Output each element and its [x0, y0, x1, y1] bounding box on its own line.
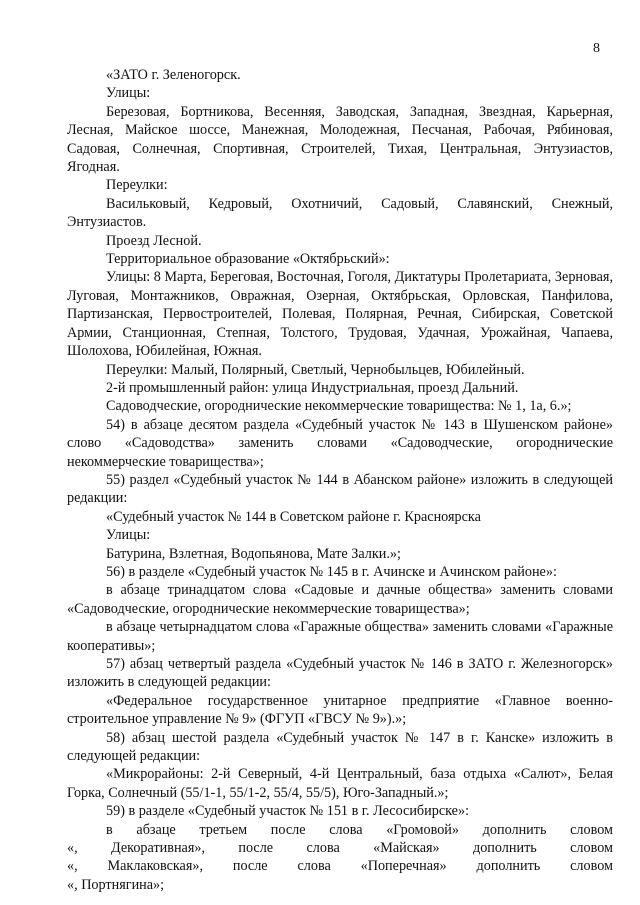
paragraph: 57) абзац четвертый раздела «Судебный участок № 146 в ЗАТО г. Железногорск» изложить в следующей редакции:	[67, 656, 613, 691]
paragraph: 56) в разделе «Судебный участок № 145 в г. Ачинске и Ачинском районе»:	[106, 563, 557, 580]
paragraph: Переулки: Малый, Полярный, Светлый, Чернобыльцев, Юбилейный.	[106, 361, 525, 378]
paragraph: Садоводческие, огороднические некоммерческие товарищества: № 1, 1а, 6.»;	[106, 398, 572, 415]
paragraph-line: «, Маклаковская», после слова «Поперечная» дополнить словом	[67, 858, 613, 875]
paragraph: Проезд Лесной.	[106, 232, 202, 249]
paragraph-line: в абзаце третьем после слова «Громовой» дополнить словом	[106, 821, 613, 838]
page-number: 8	[593, 41, 600, 56]
paragraph: 55) раздел «Судебный участок № 144 в Абанском районе» изложить в следующей редакции:	[67, 471, 613, 507]
paragraph: Улицы:	[106, 527, 151, 544]
paragraph: «Судебный участок № 144 в Советском районе г. Красноярска	[106, 508, 481, 525]
paragraph: «Микрорайоны: 2-й Северный, 4-й Центральный, база отдыха «Салют», Белая Горка, Солнечный (55/1-1, 55/1-2, 55/4, 55/5), Юго-Западный.»;	[67, 766, 613, 801]
paragraph: Березовая, Бортникова, Весенняя, Заводская, Западная, Звездная, Карьерная, Лесная, Майское шоссе, Манежная, Молодежная, Песчаная, Рабочая, Рябиновая, Садовая, Солнечная, Спортивная, Строителей, Тихая, Центральная, Энтузиастов, Ягодная.	[67, 103, 613, 176]
paragraph: Территориальное образование «Октябрьский»:	[106, 251, 390, 268]
paragraph: 2-й промышленный район: улица Индустриальная, проезд Дальний.	[106, 379, 519, 396]
paragraph: Васильковый, Кедровый, Охотничий, Садовый, Славянский, Снежный, Энтузиастов.	[67, 195, 613, 231]
document-body	[67, 66, 613, 894]
paragraph: Переулки:	[106, 177, 168, 194]
paragraph: 59) в разделе «Судебный участок № 151 в г. Лесосибирске»:	[106, 803, 470, 820]
paragraph: в абзаце тринадцатом слова «Садовые и дачные общества» заменить словами «Садоводческие, огороднические некоммерческие товарищества»;	[67, 582, 613, 617]
paragraph: Батурина, Взлетная, Водопьянова, Мате Залки.»;	[106, 545, 401, 562]
paragraph: «Федеральное государственное унитарное предприятие «Главное военно-строительное управление № 9» (ФГУП «ГВСУ № 9»).»;	[67, 692, 613, 728]
paragraph: в абзаце четырнадцатом слова «Гаражные общества» заменить словами «Гаражные кооперативы»;	[67, 619, 613, 654]
paragraph: 54) в абзаце десятом раздела «Судебный участок № 143 в Шушенском районе» слово «Садоводства» заменить словами «Садоводческие, огороднические некоммерческие товарищества»;	[67, 416, 613, 470]
paragraph: 58) абзац шестой раздела «Судебный участок № 147 в г. Канске» изложить в следующей редакции:	[67, 729, 613, 765]
paragraph-line: «, Портнягина»;	[67, 876, 165, 893]
paragraph: «ЗАТО г. Зеленогорск.	[106, 67, 241, 83]
paragraph: Улицы: 8 Марта, Береговая, Восточная, Гоголя, Диктатуры Пролетариата, Зерновая, Луговая, Монтажников, Овражная, Озерная, Октябрьская, Орловская, Панфилова, Партизанская, Первостроителей, Полевая, Полярная, Речная, Сибирская, Советской Армии, Станционная, Степная, Толстого, Трудовая, Удачная, Урожайная, Чапаева, Шолохова, Юбилейная, Южная.	[67, 269, 613, 360]
paragraph-line: «, Декоративная», после слова «Майская» дополнить словом	[67, 840, 613, 857]
paragraph: Улицы:	[106, 85, 151, 102]
